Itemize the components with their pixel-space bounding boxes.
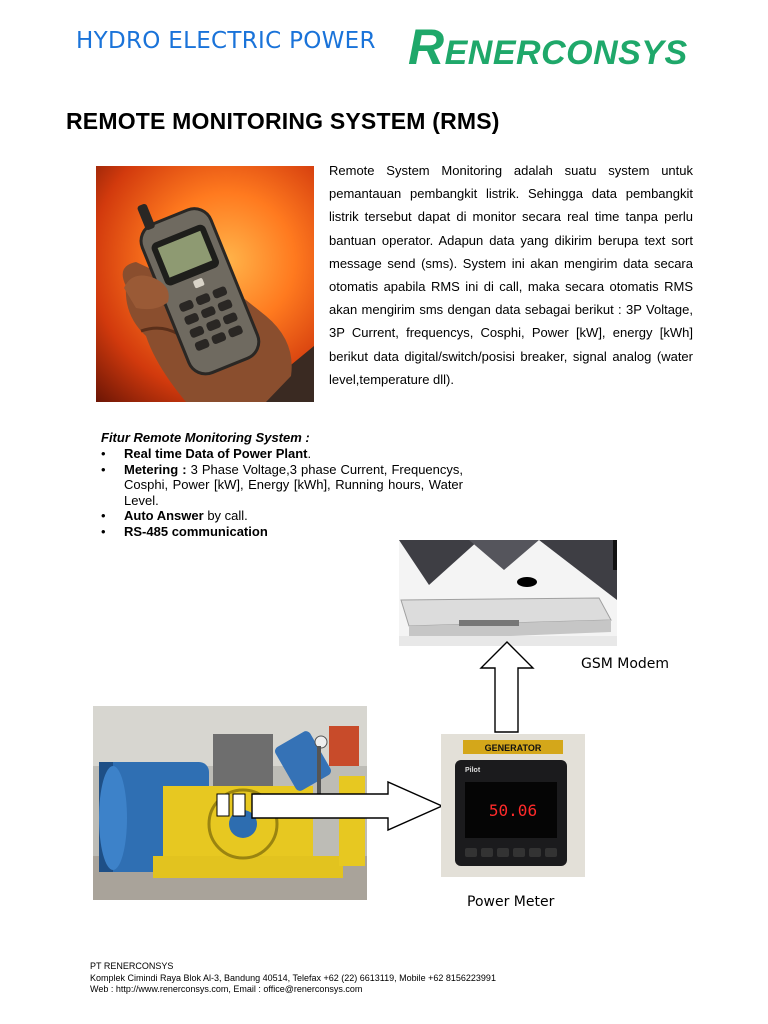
features-list bbox=[101, 446, 463, 539]
gsm-modem-label: GSM Modem bbox=[581, 656, 670, 672]
power-meter-photo bbox=[441, 734, 585, 877]
bullet-icon: • bbox=[101, 446, 106, 461]
list-item bbox=[101, 524, 463, 540]
power-meter-label: Power Meter bbox=[467, 894, 555, 910]
meter-panel-label: GENERATOR bbox=[484, 743, 542, 753]
meter-brand: Pilot bbox=[465, 767, 481, 774]
header-title: HYDRO ELECTRIC POWER bbox=[76, 28, 376, 54]
brand-initial: R bbox=[408, 19, 445, 75]
meter-reading: 50.06 bbox=[488, 801, 538, 820]
footer bbox=[90, 961, 496, 996]
feature-rest: . bbox=[307, 446, 312, 461]
page-title: REMOTE MONITORING SYSTEM (RMS) bbox=[66, 108, 500, 134]
phone-photo bbox=[96, 166, 314, 402]
intro-paragraph: Remote System Monitoring adalah suatu system untuk pemantauan pembangkit listrik. Sehingga data pembangkit listrik tersebut dapat di monitor secara real time tanpa perlu bantuan operator. Adapun data yang dikirim berupa text sort message send (sms). System ini akan mengirim data secara otomatis apabila RMS ini di call, maka secara otomatis RMS akan mengirim sms dengan data sebagai berikut : 3P Voltage, 3P Current, frequencys, Cosphi, Power [kW], energy [kWh] berikut data digital/switch/posisi breaker, signal analog (water level,temperature dll). bbox=[329, 163, 693, 387]
feature-rest: 3 Phase Voltage,3 phase Current, Frequencys, Cosphi, Power [kW], Energy [kWh], Running hours, Water Level. bbox=[124, 461, 463, 508]
list-item bbox=[101, 446, 463, 462]
feature-rest: by call. bbox=[203, 508, 248, 523]
bullet-icon: • bbox=[101, 461, 106, 477]
bullet-icon: • bbox=[101, 523, 106, 539]
list-item bbox=[101, 462, 463, 509]
feature-bold: Metering : bbox=[124, 461, 187, 477]
bullet-icon: • bbox=[101, 508, 106, 523]
brand-logo bbox=[408, 18, 688, 76]
gsm-modem-photo bbox=[399, 540, 617, 646]
brand-rest: ENERCONSYS bbox=[444, 34, 688, 72]
footer-contact: Web : http://www.renerconsys.com, Email : office@renerconsys.com bbox=[90, 984, 363, 994]
gsm-modem-illustration bbox=[399, 540, 617, 646]
footer-address: Komplek Cimindi Raya Blok Al-3, Bandung 40514, Telefax +62 (22) 6613119, Mobile +62 8156223991 bbox=[90, 972, 496, 983]
feature-bold: Real time Data of Power Plant bbox=[124, 446, 308, 461]
footer-company: PT RENERCONSYS bbox=[90, 961, 174, 971]
phone-in-hand-illustration bbox=[96, 166, 314, 402]
list-item bbox=[101, 508, 463, 524]
feature-bold: RS-485 communication bbox=[124, 523, 268, 539]
feature-bold: Auto Answer bbox=[124, 508, 204, 523]
arrow-right-icon bbox=[250, 780, 444, 832]
features-title: Fitur Remote Monitoring System : bbox=[101, 430, 310, 445]
power-meter-illustration bbox=[441, 734, 585, 877]
arrow-up-icon bbox=[478, 640, 536, 734]
